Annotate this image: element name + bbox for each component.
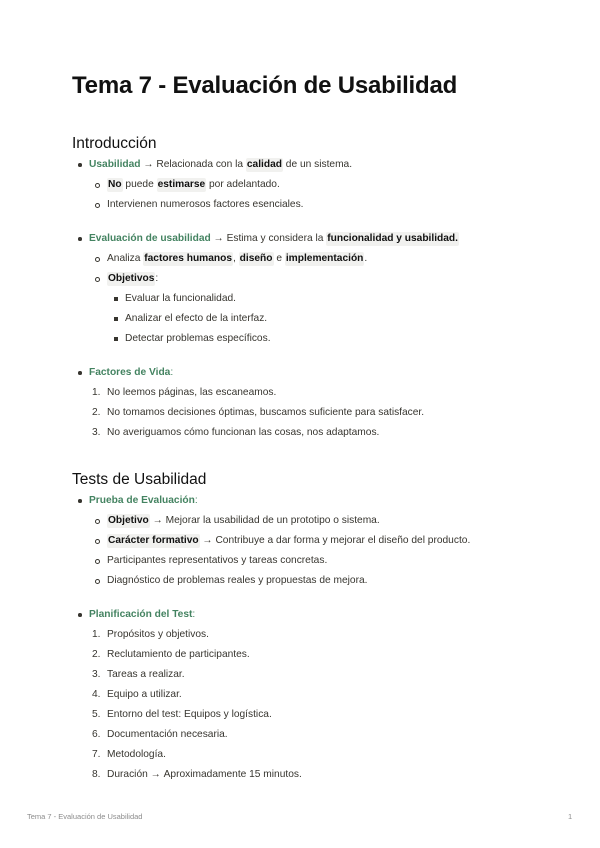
list-item-numbered [72, 708, 542, 722]
list-item-sub [72, 554, 542, 568]
text: Mejorar la usabilidad de un prototipo o sistema. [165, 515, 380, 526]
term-prueba: Prueba de Evaluación [89, 495, 195, 506]
bullet-circle-icon [95, 257, 100, 262]
term-factores: Factores de Vida [89, 367, 171, 378]
bullet-circle-icon [95, 183, 100, 188]
list-item-usabilidad [72, 158, 542, 172]
footer-title: Tema 7 - Evaluación de Usabilidad [27, 812, 143, 821]
list-item-numbered [72, 648, 542, 662]
list-item-numbered [72, 406, 542, 420]
list-number: 8. [92, 769, 101, 780]
list-item-numbered [72, 768, 542, 782]
list-item-objetivo [72, 292, 542, 306]
text: No tomamos decisiones óptimas, buscamos suficiente para satisfacer. [107, 407, 425, 418]
list-item-sub [72, 178, 542, 192]
list-item-sub [72, 272, 542, 286]
list-item-factores [72, 366, 542, 380]
list-item-evaluacion [72, 232, 542, 246]
heading-tests: Tests de Usabilidad [72, 471, 207, 488]
text: : [170, 367, 174, 378]
highlight-factores: factores humanos [144, 253, 232, 264]
tests-list [72, 494, 542, 782]
bullet-disc-icon [78, 371, 82, 375]
intro-list [72, 158, 542, 440]
list-item-sub [72, 514, 542, 528]
text: Analizar el efecto de la interfaz. [125, 313, 268, 324]
bullet-disc-icon [78, 613, 82, 617]
list-item-prueba [72, 494, 542, 508]
page-number: 1 [568, 812, 573, 821]
text: Metodología. [107, 749, 166, 760]
text: . [364, 253, 368, 264]
text: Aproximadamente 15 minutos. [163, 769, 302, 780]
list-item-sub [72, 534, 542, 548]
list-item-objetivo [72, 312, 542, 326]
bullet-circle-icon [95, 277, 100, 282]
list-item-planificacion [72, 608, 542, 622]
list-item-numbered [72, 688, 542, 702]
list-number: 4. [92, 689, 101, 700]
list-number: 7. [92, 749, 101, 760]
text: Propósitos y objetivos. [107, 629, 209, 640]
text: por adelantado. [206, 179, 280, 190]
list-item-sub [72, 252, 542, 266]
bullet-square-icon [114, 337, 118, 341]
text: : [155, 273, 159, 284]
term-evaluacion: Evaluación de usabilidad [89, 233, 211, 244]
arrow-text: → [140, 159, 157, 170]
text: No leemos páginas, las escaneamos. [107, 387, 277, 398]
list-number: 1. [92, 629, 101, 640]
list-item-numbered [72, 426, 542, 440]
highlight-diseno: diseño [239, 253, 273, 264]
text: e [273, 253, 285, 264]
list-item-sub [72, 574, 542, 588]
list-item-objetivo [72, 332, 542, 346]
term-planificacion: Planificación del Test [89, 609, 193, 620]
list-number: 3. [92, 427, 101, 438]
bullet-disc-icon [78, 499, 82, 503]
text: Relacionada con la [156, 159, 246, 170]
list-number: 1. [92, 387, 101, 398]
bullet-circle-icon [95, 519, 100, 524]
arrow-text: → [199, 535, 216, 546]
list-item-numbered [72, 628, 542, 642]
text: No averiguamos cómo funcionan las cosas, nos adaptamos. [107, 427, 380, 438]
list-item-numbered [72, 386, 542, 400]
bullet-circle-icon [95, 203, 100, 208]
text: Evaluar la funcionalidad. [125, 293, 237, 304]
list-number: 5. [92, 709, 101, 720]
text: Equipo a utilizar. [107, 689, 182, 700]
arrow-text: → [149, 515, 166, 526]
highlight-implementacion: implementación [285, 253, 364, 264]
heading-introduccion: Introducción [72, 135, 157, 152]
text: de un sistema. [282, 159, 353, 170]
list-item-numbered [72, 668, 542, 682]
text: Intervienen numerosos factores esenciales. [107, 199, 304, 210]
text: : [192, 609, 196, 620]
bullet-square-icon [114, 297, 118, 301]
text: Entorno del test: Equipos y logística. [107, 709, 272, 720]
highlight-objetivo: Objetivo [108, 515, 149, 526]
highlight-funcionalidad: funcionalidad y usabilidad. [327, 233, 458, 244]
text: Contribuye a dar forma y mejorar el diseño del producto. [215, 535, 471, 546]
page-title: Tema 7 - Evaluación de Usabilidad [72, 72, 458, 99]
text: Documentación necesaria. [107, 729, 228, 740]
text: Duración [107, 769, 148, 780]
highlight-caracter: Carácter formativo [108, 535, 199, 546]
text: Estima y considera la [226, 233, 327, 244]
bullet-disc-icon [78, 163, 82, 167]
highlight-calidad: calidad [246, 159, 282, 170]
highlight-objetivos: Objetivos [108, 273, 155, 284]
text: Detectar problemas específicos. [125, 333, 271, 344]
list-number: 6. [92, 729, 101, 740]
arrow-text: → [147, 769, 164, 780]
list-number: 3. [92, 669, 101, 680]
term-usabilidad: Usabilidad [89, 159, 141, 170]
bullet-square-icon [114, 317, 118, 321]
text: Participantes representativos y tareas concretas. [107, 555, 328, 566]
bullet-circle-icon [95, 559, 100, 564]
highlight-estimarse: estimarse [157, 179, 206, 190]
bullet-circle-icon [95, 539, 100, 544]
list-item-sub [72, 198, 542, 212]
text: Analiza [107, 253, 144, 264]
text: Tareas a realizar. [107, 669, 185, 680]
text: , [233, 253, 239, 264]
highlight-no: No [108, 179, 122, 190]
list-item-numbered [72, 728, 542, 742]
arrow-text: → [210, 233, 227, 244]
list-item-numbered [72, 748, 542, 762]
text: : [194, 495, 198, 506]
text: puede [122, 179, 157, 190]
list-number: 2. [92, 649, 101, 660]
bullet-disc-icon [78, 237, 82, 241]
text: Reclutamiento de participantes. [107, 649, 250, 660]
bullet-circle-icon [95, 579, 100, 584]
text: Diagnóstico de problemas reales y propuestas de mejora. [107, 575, 368, 586]
list-number: 2. [92, 407, 101, 418]
